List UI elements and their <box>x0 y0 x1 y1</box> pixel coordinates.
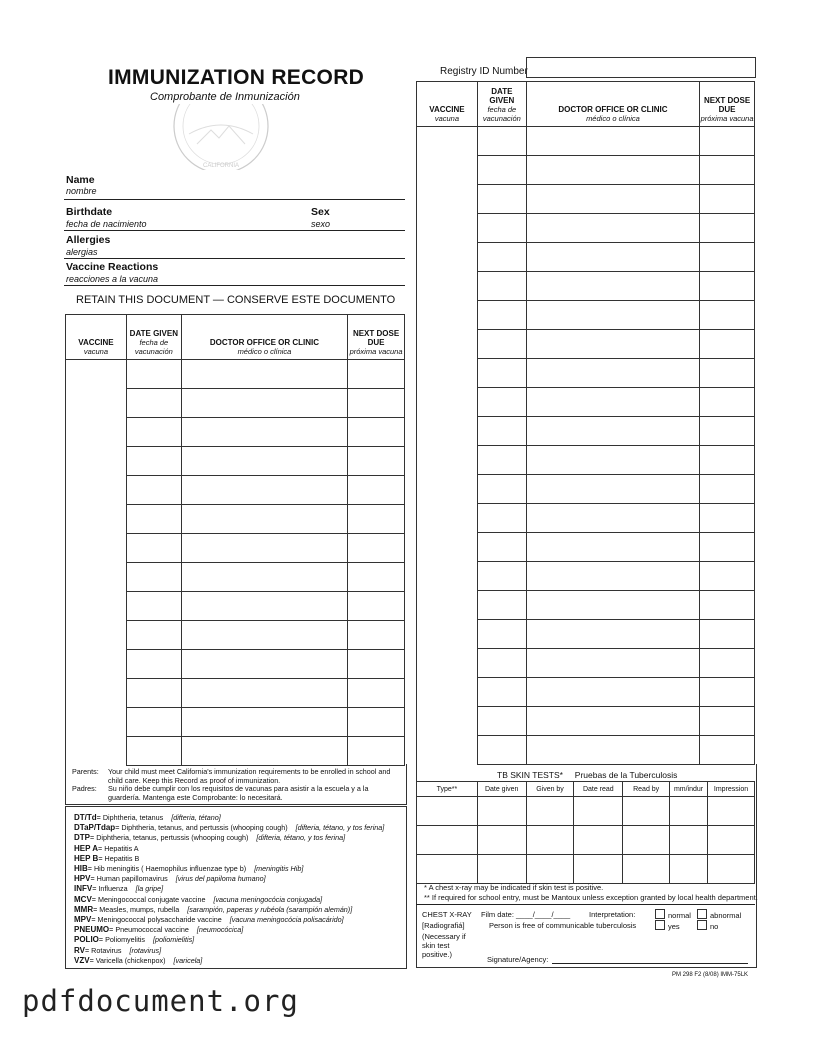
table-cell[interactable] <box>417 185 478 214</box>
table-cell[interactable] <box>181 621 347 650</box>
vaccine-legend <box>74 813 384 966</box>
table-cell[interactable] <box>181 505 347 534</box>
reactions-sublabel: reacciones a la vacuna <box>66 274 159 284</box>
tb-free-label: Person is free of communicable tuberculosis <box>489 921 637 930</box>
table-cell[interactable] <box>700 475 755 504</box>
normal-checkbox[interactable]: normal <box>655 909 691 920</box>
table-cell[interactable] <box>126 505 181 534</box>
tb-row <box>417 826 755 855</box>
table-row <box>66 708 405 737</box>
vaccine-legend-item: POLIO= Poliomyelitis [poliomielitis] <box>74 935 195 945</box>
retain-notice: RETAIN THIS DOCUMENT — CONSERVE ESTE DOCUMENTO <box>76 294 396 306</box>
table-row <box>66 476 405 505</box>
table-cell[interactable] <box>526 707 699 736</box>
no-checkbox[interactable]: no <box>697 920 718 931</box>
tb-cell[interactable] <box>623 797 670 826</box>
svg-text:CALIFORNIA: CALIFORNIA <box>202 163 240 169</box>
table-cell[interactable] <box>700 417 755 446</box>
table-cell[interactable] <box>700 446 755 475</box>
tb-table <box>416 781 755 884</box>
tb-cell[interactable] <box>477 826 526 855</box>
table-cell[interactable] <box>417 214 478 243</box>
table-cell[interactable] <box>348 650 405 679</box>
table-cell[interactable] <box>526 156 699 185</box>
name-label: Name <box>66 174 95 186</box>
table-cell[interactable] <box>700 243 755 272</box>
table-cell[interactable] <box>66 360 127 389</box>
table-cell[interactable] <box>181 592 347 621</box>
col-vaccine: VACCINE vacuna <box>417 82 478 127</box>
col-doctor: DOCTOR OFFICE OR CLINIC médico o clínica <box>181 315 347 360</box>
tb-col-header: Date given <box>477 782 526 797</box>
table-cell[interactable] <box>526 272 699 301</box>
table-cell[interactable] <box>126 534 181 563</box>
table-cell[interactable] <box>526 243 699 272</box>
table-cell[interactable] <box>700 127 755 156</box>
table-cell[interactable] <box>66 737 127 766</box>
tb-cell[interactable] <box>574 855 623 884</box>
table-cell[interactable] <box>348 505 405 534</box>
table-cell[interactable] <box>477 649 526 678</box>
table-cell[interactable] <box>417 562 478 591</box>
birthdate-label: Birthdate <box>66 206 113 218</box>
table-row <box>66 650 405 679</box>
table-cell[interactable] <box>477 533 526 562</box>
table-cell[interactable] <box>417 127 478 156</box>
table-row <box>66 737 405 766</box>
table-row <box>417 272 755 301</box>
table-cell[interactable] <box>477 359 526 388</box>
table-cell[interactable] <box>526 359 699 388</box>
table-cell[interactable] <box>700 301 755 330</box>
table-cell[interactable] <box>126 360 181 389</box>
vaccine-legend-item: HPV= Human papillomavirus [virus del papiloma humano] <box>74 874 266 884</box>
table-row <box>66 505 405 534</box>
table-cell[interactable] <box>526 388 699 417</box>
table-cell[interactable] <box>348 621 405 650</box>
table-row <box>417 388 755 417</box>
table-row <box>417 185 755 214</box>
table-cell[interactable] <box>700 591 755 620</box>
table-row <box>417 446 755 475</box>
tb-col-header: Given by <box>526 782 574 797</box>
table-cell[interactable] <box>417 359 478 388</box>
table-cell[interactable] <box>477 243 526 272</box>
sex-sublabel: sexo <box>311 219 331 229</box>
table-cell[interactable] <box>417 533 478 562</box>
vaccine-legend-item: INFV= Influenza [la gripe] <box>74 884 164 894</box>
table-cell[interactable] <box>348 418 405 447</box>
table-cell[interactable] <box>477 736 526 765</box>
table-cell[interactable] <box>700 388 755 417</box>
allergies-sublabel: alergias <box>66 247 98 257</box>
film-date-field[interactable]: Film date: ____/____/____ <box>481 910 571 919</box>
registry-id-field[interactable] <box>526 57 756 78</box>
allergies-field[interactable] <box>64 258 405 259</box>
table-cell[interactable] <box>700 620 755 649</box>
tb-row <box>417 855 755 884</box>
table-cell[interactable] <box>126 476 181 505</box>
tb-col-header: Date read <box>574 782 623 797</box>
vaccine-legend-item: HIB= Hib meningitis ( Haemophilus influenzae type b) [meningitis Hib] <box>74 864 304 874</box>
col-vaccine: VACCINE vacuna <box>66 315 127 360</box>
table-cell[interactable] <box>700 330 755 359</box>
vaccine-legend-item: RV= Rotavirus [rotavirus] <box>74 945 162 955</box>
table-row <box>417 736 755 765</box>
tb-cell[interactable] <box>623 826 670 855</box>
table-cell[interactable] <box>66 563 127 592</box>
page-subtitle: Comprobante de Inmunización <box>150 91 300 103</box>
table-cell[interactable] <box>348 679 405 708</box>
tb-cell[interactable] <box>708 826 755 855</box>
table-cell[interactable] <box>181 650 347 679</box>
table-cell[interactable] <box>477 446 526 475</box>
table-cell[interactable] <box>417 707 478 736</box>
birthdate-sublabel: fecha de nacimiento <box>66 219 147 229</box>
table-row <box>417 562 755 591</box>
table-cell[interactable] <box>700 649 755 678</box>
tb-cell[interactable] <box>477 797 526 826</box>
vaccine-legend-item: VZV= Varicella (chickenpox) [varicela] <box>74 955 203 965</box>
table-cell[interactable] <box>477 301 526 330</box>
table-row <box>417 156 755 185</box>
table-cell[interactable] <box>526 417 699 446</box>
reactions-field[interactable] <box>64 285 405 286</box>
table-row <box>66 447 405 476</box>
table-cell[interactable] <box>417 620 478 649</box>
table-cell[interactable] <box>526 620 699 649</box>
col-next-dose: NEXT DOSE DUE próxima vacuna <box>700 82 755 127</box>
vaccine-legend-item: MPV= Meningococcal polysaccharide vaccine [vacuna meningocócia polisacárido] <box>74 915 344 925</box>
table-cell[interactable] <box>477 591 526 620</box>
table-cell[interactable] <box>66 476 127 505</box>
table-cell[interactable] <box>700 562 755 591</box>
table-cell[interactable] <box>477 156 526 185</box>
table-cell[interactable] <box>126 389 181 418</box>
table-row <box>417 243 755 272</box>
vaccine-legend-item: DTaP/Tdap= Diphtheria, tetanus, and pertussis (whooping cough) [difteria, tétano, y tos ferina] <box>74 823 385 833</box>
table-cell[interactable] <box>126 679 181 708</box>
table-cell[interactable] <box>700 504 755 533</box>
table-cell[interactable] <box>417 243 478 272</box>
table-cell[interactable] <box>417 330 478 359</box>
xray-necessary: (Necessary if skin test positive.) <box>422 932 466 959</box>
table-row <box>417 330 755 359</box>
table-cell[interactable] <box>417 417 478 446</box>
tb-cell[interactable] <box>708 797 755 826</box>
table-row <box>417 504 755 533</box>
table-cell[interactable] <box>348 737 405 766</box>
table-cell[interactable] <box>348 447 405 476</box>
tb-cell[interactable] <box>417 826 478 855</box>
table-row <box>417 301 755 330</box>
table-row <box>66 563 405 592</box>
table-cell[interactable] <box>66 708 127 737</box>
table-cell[interactable] <box>417 388 478 417</box>
table-cell[interactable] <box>417 504 478 533</box>
table-cell[interactable] <box>477 185 526 214</box>
vaccine-legend-item: MCV= Meningococcal conjugate vaccine [vacuna meningocócia conjugada] <box>74 894 323 904</box>
table-row <box>417 214 755 243</box>
table-cell[interactable] <box>66 505 127 534</box>
vaccine-legend-item: HEP B= Hepatitis B <box>74 853 140 863</box>
table-row <box>66 534 405 563</box>
table-cell[interactable] <box>66 679 127 708</box>
tb-col-header: Impression <box>708 782 755 797</box>
tb-cell[interactable] <box>574 797 623 826</box>
state-seal-icon <box>167 104 275 170</box>
table-cell[interactable] <box>66 621 127 650</box>
vaccine-legend-item: PNEUMO= Pneumococcal vaccine [neumocócica] <box>74 925 244 935</box>
table-row <box>417 533 755 562</box>
table-cell[interactable] <box>66 534 127 563</box>
table-row <box>66 418 405 447</box>
yes-checkbox[interactable]: yes <box>655 920 680 931</box>
table-row <box>417 127 755 156</box>
table-cell[interactable] <box>66 592 127 621</box>
vaccine-legend-item: MMR= Measles, mumps, rubella [sarampión, paperas y rubéola (sarampión alemán)] <box>74 904 353 914</box>
table-cell[interactable] <box>417 156 478 185</box>
vaccine-table-left <box>65 314 405 766</box>
tb-cell[interactable] <box>670 826 708 855</box>
table-cell[interactable] <box>526 649 699 678</box>
abnormal-checkbox[interactable]: abnormal <box>697 909 741 920</box>
reactions-label: Vaccine Reactions <box>66 261 159 273</box>
table-row <box>66 679 405 708</box>
table-cell[interactable] <box>526 127 699 156</box>
xray-divider <box>416 904 755 905</box>
table-cell[interactable] <box>477 388 526 417</box>
table-cell[interactable] <box>526 475 699 504</box>
vaccine-legend-item: DT/Td= Diphtheria, tetanus [difteria, tétano] <box>74 813 221 822</box>
table-cell[interactable] <box>126 418 181 447</box>
table-row <box>417 620 755 649</box>
table-cell[interactable] <box>526 562 699 591</box>
parents-note: Parents: Your child must meet California's immunization requirements to be enrolled in school and child care. Keep this Record as proof of immunization. Padres: Su niño debe cumplir con los requisitos de vacunas para asistir a la escuela y a la guardería. Mantenga este Comprobante: lo necesitará. <box>65 764 407 805</box>
col-date-given: DATE GIVEN fecha de vacunación <box>126 315 181 360</box>
signature-field[interactable] <box>552 963 748 964</box>
table-cell[interactable] <box>526 678 699 707</box>
tb-cell[interactable] <box>526 855 574 884</box>
col-date-given: DATE GIVEN fecha de vacunación <box>477 82 526 127</box>
table-cell[interactable] <box>126 650 181 679</box>
tb-cell[interactable] <box>526 826 574 855</box>
table-cell[interactable] <box>700 736 755 765</box>
tb-cell[interactable] <box>417 855 478 884</box>
table-row <box>417 417 755 446</box>
table-cell[interactable] <box>526 533 699 562</box>
sex-label: Sex <box>311 206 330 218</box>
table-cell[interactable] <box>417 736 478 765</box>
table-cell[interactable] <box>181 389 347 418</box>
table-cell[interactable] <box>126 592 181 621</box>
registry-id-label: Registry ID Number <box>440 66 528 77</box>
table-cell[interactable] <box>477 417 526 446</box>
table-cell[interactable] <box>66 418 127 447</box>
table-cell[interactable] <box>477 678 526 707</box>
table-cell[interactable] <box>526 330 699 359</box>
table-cell[interactable] <box>477 272 526 301</box>
table-cell[interactable] <box>348 360 405 389</box>
table-cell[interactable] <box>700 707 755 736</box>
table-cell[interactable] <box>181 476 347 505</box>
table-cell[interactable] <box>348 534 405 563</box>
table-cell[interactable] <box>526 185 699 214</box>
tb-col-header: Read by <box>623 782 670 797</box>
table-cell[interactable] <box>700 678 755 707</box>
tb-cell[interactable] <box>526 797 574 826</box>
table-cell[interactable] <box>66 650 127 679</box>
table-cell[interactable] <box>477 475 526 504</box>
table-row <box>66 360 405 389</box>
table-cell[interactable] <box>181 679 347 708</box>
table-cell[interactable] <box>126 563 181 592</box>
tb-cell[interactable] <box>623 855 670 884</box>
table-row <box>66 621 405 650</box>
tb-cell[interactable] <box>708 855 755 884</box>
table-cell[interactable] <box>417 475 478 504</box>
xray-label: CHEST X-RAY <box>422 910 472 919</box>
table-cell[interactable] <box>348 476 405 505</box>
table-cell[interactable] <box>348 389 405 418</box>
table-cell[interactable] <box>700 214 755 243</box>
table-row <box>417 591 755 620</box>
tb-cell[interactable] <box>670 797 708 826</box>
table-row <box>417 678 755 707</box>
tb-cell[interactable] <box>574 826 623 855</box>
table-cell[interactable] <box>477 214 526 243</box>
tb-cell[interactable] <box>670 855 708 884</box>
allergies-label: Allergies <box>66 234 111 246</box>
table-cell[interactable] <box>126 447 181 476</box>
interpretation-label: Interpretation: <box>589 910 636 919</box>
table-cell[interactable] <box>181 360 347 389</box>
table-cell[interactable] <box>181 737 347 766</box>
table-cell[interactable] <box>477 562 526 591</box>
table-cell[interactable] <box>126 737 181 766</box>
form-number: PM 298 F2 (8/08) IMM-75LK <box>672 972 749 978</box>
table-cell[interactable] <box>348 708 405 737</box>
table-cell[interactable] <box>348 592 405 621</box>
table-cell[interactable] <box>417 446 478 475</box>
table-cell[interactable] <box>526 504 699 533</box>
table-cell[interactable] <box>477 330 526 359</box>
tb-cell[interactable] <box>417 797 478 826</box>
watermark-logo: pdfdocument.org <box>22 984 299 1018</box>
vaccine-legend-item: HEP A= Hepatitis A <box>74 843 139 853</box>
table-cell[interactable] <box>526 301 699 330</box>
col-next-dose: NEXT DOSE DUE próxima vacuna <box>348 315 405 360</box>
vaccine-table-right <box>416 81 755 765</box>
table-cell[interactable] <box>126 708 181 737</box>
tb-cell[interactable] <box>477 855 526 884</box>
tb-row <box>417 797 755 826</box>
vaccine-legend-item: DTP= Diphtheria, tetanus, pertussis (whooping cough) [difteria, tétano, y tos ferina] <box>74 833 346 843</box>
page-title: IMMUNIZATION RECORD <box>108 66 365 89</box>
table-cell[interactable] <box>417 678 478 707</box>
table-cell[interactable] <box>526 591 699 620</box>
signature-label: Signature/Agency: <box>487 955 549 964</box>
tb-col-header: Type** <box>417 782 478 797</box>
tb-title: TB SKIN TESTS* Pruebas de la Tuberculosis <box>497 770 678 780</box>
table-cell[interactable] <box>417 272 478 301</box>
table-cell[interactable] <box>700 533 755 562</box>
table-row <box>417 475 755 504</box>
table-row <box>417 359 755 388</box>
table-cell[interactable] <box>700 156 755 185</box>
table-cell[interactable] <box>66 389 127 418</box>
table-row <box>417 649 755 678</box>
table-cell[interactable] <box>348 563 405 592</box>
tb-col-header: mm/indur <box>670 782 708 797</box>
table-cell[interactable] <box>181 708 347 737</box>
name-sublabel: nombre <box>66 186 97 196</box>
tb-note-2: ** If required for school entry, must be Mantoux unless exception granted by local health department. <box>424 893 758 902</box>
table-cell[interactable] <box>181 447 347 476</box>
xray-label-es: [Radiografiá] <box>422 921 465 930</box>
table-cell[interactable] <box>181 534 347 563</box>
table-cell[interactable] <box>181 563 347 592</box>
table-cell[interactable] <box>700 185 755 214</box>
table-cell[interactable] <box>700 359 755 388</box>
table-cell[interactable] <box>526 214 699 243</box>
tb-note-1: * A chest x-ray may be indicated if skin test is positive. <box>424 883 604 892</box>
table-cell[interactable] <box>477 504 526 533</box>
table-cell[interactable] <box>526 736 699 765</box>
name-field[interactable] <box>64 199 405 200</box>
table-cell[interactable] <box>477 620 526 649</box>
table-cell[interactable] <box>417 301 478 330</box>
table-row <box>66 389 405 418</box>
table-cell[interactable] <box>66 447 127 476</box>
table-cell[interactable] <box>526 446 699 475</box>
table-row <box>417 707 755 736</box>
table-cell[interactable] <box>417 649 478 678</box>
table-row <box>66 592 405 621</box>
table-cell[interactable] <box>477 127 526 156</box>
table-cell[interactable] <box>126 621 181 650</box>
table-cell[interactable] <box>417 591 478 620</box>
birthdate-sex-field[interactable] <box>64 230 405 231</box>
table-cell[interactable] <box>477 707 526 736</box>
col-doctor: DOCTOR OFFICE OR CLINIC médico o clínica <box>526 82 699 127</box>
table-cell[interactable] <box>181 418 347 447</box>
table-cell[interactable] <box>700 272 755 301</box>
